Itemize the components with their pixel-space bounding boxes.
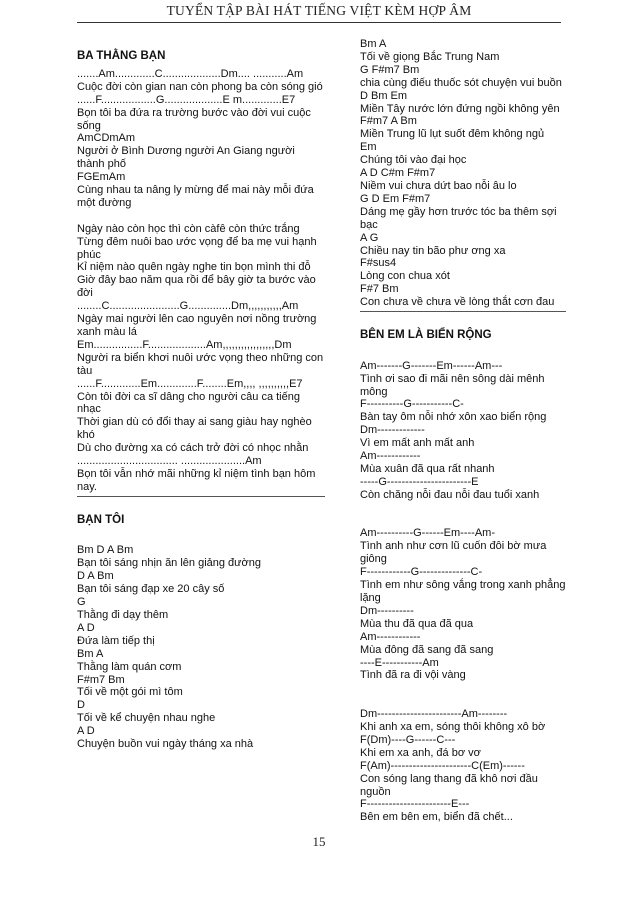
blank-line — [77, 532, 325, 545]
lyric-line: Mùa xuân đã qua rất nhanh — [360, 462, 495, 475]
lyric-line: Mùa thu đã qua đã qua — [360, 617, 474, 630]
lyric-line: Am------------ — [360, 450, 421, 463]
lyric-line: F#7 Bm — [360, 283, 399, 296]
lyric-line: Giờ đây bao năm qua rồi để bây giờ ta bước vào đời — [77, 274, 316, 300]
lyric-line: -----G-----------------------E — [360, 475, 479, 488]
lyric-line: Bàn tay ôm nỗi nhớ xôn xao biển rộng — [360, 411, 547, 424]
blank-line — [360, 502, 566, 515]
lyric-line: F(Am)----------------------C(Em)------ — [360, 759, 525, 772]
lyric-line: Đứa làm tiếp thị — [77, 634, 155, 647]
lyric-line: D — [77, 699, 85, 712]
lyric-line: A D C#m F#m7 — [360, 167, 436, 180]
lyric-line: Am-------G-------Em------Am--- — [360, 359, 503, 372]
lyric-line: ........C.......................G..............Dm,,,,,,,,,,,Am — [77, 300, 299, 313]
lyric-line: D A Bm — [77, 570, 114, 583]
lyric-line: F#m7 A Bm — [360, 115, 417, 128]
lyric-line: Kỉ niệm nào quên ngày nghe tin bọn mình thi đỗ — [77, 261, 311, 274]
page-number: 15 — [312, 834, 326, 849]
lyric-line: Vì em mất anh mất anh — [360, 437, 475, 450]
lyric-line: ......F.............Em.............F........Em,,,, ,,,,,,,,,,E7 — [77, 377, 303, 390]
lyric-line: F------------G--------------C- — [360, 566, 483, 579]
section-divider — [360, 311, 566, 312]
lyric-line: Bm A — [360, 38, 387, 50]
lyric-line: Dm-----------------------Am-------- — [360, 708, 508, 721]
lyric-line: Chuyện buồn vui ngày tháng xa nhà — [77, 738, 254, 751]
song-lyrics-ba-thang-ban — [77, 68, 325, 494]
lyric-line: Ngày mai người lên cao nguyên nơi nồng trường xanh màu lá — [77, 313, 317, 339]
lyric-line: Tối về một gói mì tôm — [77, 686, 183, 699]
lyric-line: Am------------ — [360, 630, 421, 643]
lyric-line: Bọn tôi ba đứa ra trường bước vào đời vui cuộc sống — [77, 106, 311, 132]
header-divider — [77, 22, 561, 23]
lyric-line: Thằng đi dạy thêm — [77, 609, 169, 622]
lyric-line: Khi anh xa em, sóng thôi không xô bờ — [360, 721, 546, 734]
lyric-line: Dù cho đường xa có cách trở đời có nhọc nhằn — [77, 442, 309, 455]
lyric-line: Con sóng lang thang đã khô nơi đầu nguồn — [360, 772, 538, 798]
right-column — [360, 38, 566, 824]
lyric-line: Chiều nay tin bão phư ơng xa — [360, 244, 506, 257]
lyric-line: Bm A — [77, 647, 104, 660]
lyric-line: Tối về kể chuyện nhau nghe — [77, 712, 216, 725]
lyric-line: F#sus4 — [360, 257, 397, 270]
lyric-line: Cuộc đời còn gian nan còn phong ba còn sóng gió — [77, 80, 323, 93]
song-title-ba-thang-ban: BA THẰNG BẠN — [77, 50, 166, 62]
lyric-line: F(Dm)----G------C--- — [360, 733, 456, 746]
song-title-ben-em-la-bien-rong: BÊN EM LÀ BIỂN RỘNG — [360, 328, 492, 341]
blank-line — [77, 210, 325, 223]
song-title-ban-toi: BẠN TÔI — [77, 513, 125, 526]
blank-line — [360, 347, 566, 360]
lyric-line: Chúng tôi vào đại học — [360, 154, 467, 167]
lyric-line: A D — [77, 725, 95, 738]
lyric-line: Dáng mẹ gầy hơn trước tóc ba thêm sợi bạc — [360, 205, 557, 231]
blank-line — [360, 682, 566, 695]
lyric-line: G D Em F#m7 — [360, 192, 431, 205]
lyric-line: ......F..................G...................E m.............E7 — [77, 93, 296, 106]
lyric-line: Dm---------- — [360, 604, 414, 617]
lyric-line: Tình ơi sao đi mãi nên sông dài mênh mông — [360, 372, 545, 398]
lyric-line: A D — [77, 621, 95, 634]
lyric-line: Thời gian dù có đổi thay ai sang giàu hay nghèo khó — [77, 416, 312, 442]
lyric-line: Bm D A Bm — [77, 544, 134, 557]
lyric-line: F#m7 Bm — [77, 673, 125, 686]
lyric-line: Tình đã ra đi vội vàng — [360, 669, 466, 682]
lyric-line: Miền Tây nước lớn đứng ngồi không yên — [360, 102, 560, 115]
lyric-line: Am----------G------Em----Am- — [360, 527, 495, 540]
lyric-line: Lòng con chua xót — [360, 270, 450, 283]
lyric-line: Em................F...................Am,,,,,,,,,,,,,,,,,Dm — [77, 338, 292, 351]
lyric-line: Con chưa về chưa về lòng thắt cơn đau — [360, 296, 555, 309]
lyric-line: chia cùng điếu thuốc sót chuyện vui buồn — [360, 76, 562, 89]
lyric-line: G F#m7 Bm — [360, 63, 420, 76]
lyric-line: ----E-----------Am — [360, 656, 439, 669]
lyric-line: G — [77, 596, 86, 609]
left-column — [77, 50, 325, 751]
song-lyrics-ben-em-la-bien-rong — [360, 347, 566, 824]
lyric-line: Miền Trung lũ lụt suốt đêm không ngủ — [360, 128, 545, 141]
lyric-line: Người ở Bình Dương người An Giang người thành phố — [77, 145, 295, 171]
lyric-line: AmCDmAm — [77, 132, 136, 145]
lyric-line: Mùa đông đã sang đã sang — [360, 643, 494, 656]
lyric-line: Bọn tôi vẫn nhớ mãi những kỉ niệm tình bạn hôm nay. — [77, 467, 316, 493]
lyric-line: D Bm Em — [360, 89, 408, 102]
lyric-line: Em — [360, 141, 377, 154]
song-lyrics-ban-toi — [77, 532, 325, 751]
lyric-line: Bên em bên em, biển đã chết... — [360, 811, 513, 824]
page-header: TUYỂN TẬP BÀI HÁT TIẾNG VIỆT KÈM HỢP ÂM — [166, 3, 472, 18]
lyric-line: FGEmAm — [77, 171, 126, 184]
lyric-line: Còn tôi đời ca sĩ dâng cho người câu ca tiếng nhạc — [77, 390, 300, 416]
lyric-line: Ngày nào còn học thì còn càfê còn thức trắng — [77, 222, 300, 235]
lyric-line: Tối về giọng Bắc Trung Nam — [360, 50, 500, 63]
section-divider — [77, 496, 325, 497]
lyric-line: Khi em xa anh, đá bơ vơ — [360, 746, 481, 759]
lyric-line: Tình anh như cơn lũ cuốn đôi bờ mưa giông — [360, 540, 547, 566]
lyric-line: ................................. .....................Am — [77, 455, 262, 468]
lyric-line: A G — [360, 231, 379, 244]
lyric-line: Niềm vui chưa dứt bao nỗi âu lo — [360, 179, 517, 192]
lyric-line: Người ra biển khơi nuôi ước vọng theo những con tàu — [77, 351, 324, 377]
blank-line — [360, 515, 566, 528]
blank-line — [360, 695, 566, 708]
lyric-line: Bạn tôi sáng nhịn ăn lên giảng đường — [77, 557, 261, 570]
lyric-line: Tình em như sông vắng trong xanh phẳng lặng — [360, 579, 566, 604]
lyric-line: Cùng nhau ta nâng ly mừng để mai này mỗi đứa một đường — [77, 184, 314, 209]
lyric-line: F-----------------------E--- — [360, 798, 470, 811]
lyric-line: Từng đêm nuôi bao ước vọng để ba mẹ vui hạnh phúc — [77, 235, 317, 261]
lyric-line: Dm------------- — [360, 424, 425, 437]
lyric-line: .......Am.............C...................Dm.... ...........Am — [77, 67, 304, 80]
lyric-line: F----------G-----------C- — [360, 398, 464, 411]
lyric-line: Thằng làm quán cơm — [77, 660, 182, 673]
lyric-line: Bạn tôi sáng đạp xe 20 cây số — [77, 583, 225, 596]
song-lyrics-ban-toi-continued — [360, 38, 566, 309]
lyric-line: Còn chăng nỗi đau nỗi đau tuổi xanh — [360, 488, 540, 501]
